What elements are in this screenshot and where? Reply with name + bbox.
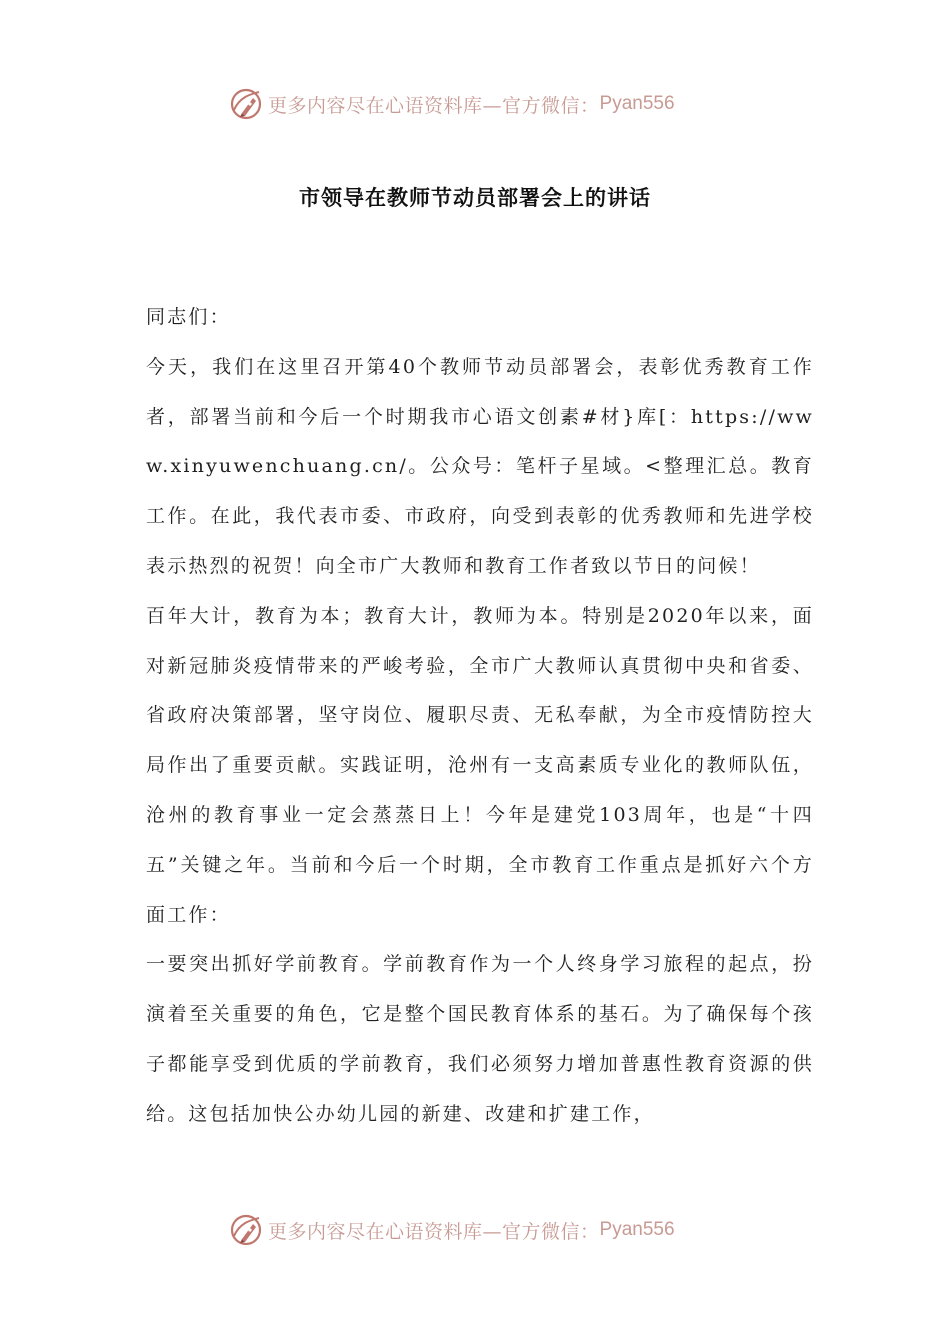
footer-wechat-id: Pyan556	[599, 1219, 675, 1240]
pen-nib-logo-icon	[228, 1212, 264, 1248]
footer-watermark-banner	[228, 1210, 728, 1250]
header-wechat-id: Pyan556	[599, 93, 675, 114]
salutation: 同志们：	[146, 306, 231, 328]
footer-site-text: 更多内容尽在心语资料库—官方微信：	[268, 1220, 600, 1243]
paragraph-3: 一要突出抓好学前教育。学前教育作为一个人终身学习旅程的起点，扮演着至关重要的角色，它是整个国民教育体系的基石。为了确保每个孩子都能享受到优质的学前教育，我们必须努力增加普惠性教育资源的供给。这包括加快公办幼儿园的新建、改建和扩建工作，	[146, 953, 814, 1125]
pen-nib-logo-icon	[228, 86, 264, 122]
paragraph-2: 百年大计，教育为本；教育大计，教师为本。特别是2020年以来，面对新冠肺炎疫情带来的严峻考验，全市广大教师认真贯彻中央和省委、省政府决策部署，坚守岗位、履职尽责、无私奉献，为全市疫情防控大局作出了重要贡献。实践证明，沧州有一支高素质专业化的教师队伍，沧州的教育事业一定会蒸蒸日上！今年是建党103周年，也是“十四五”关键之年。当前和今后一个时期，全市教育工作重点是抓好六个方面工作：	[146, 604, 814, 926]
paragraph-1: 今天，我们在这里召开第40个教师节动员部署会，表彰优秀教育工作者，部署当前和今后一个时期我市心语文创素#材}库[：https://www.xinyuwenchuang.cn/。公众号：笔杆子星域。<整理汇总。教育工作。在此，我代表市委、市政府，向受到表彰的优秀教师和先进学校表示热烈的祝贺！向全市广大教师和教育工作者致以节日的问候！	[146, 355, 814, 577]
document-title: 市领导在教师节动员部署会上的讲话	[299, 186, 651, 210]
header-watermark-banner	[228, 84, 728, 124]
header-site-text: 更多内容尽在心语资料库—官方微信：	[268, 94, 600, 117]
document-body	[146, 293, 814, 1140]
